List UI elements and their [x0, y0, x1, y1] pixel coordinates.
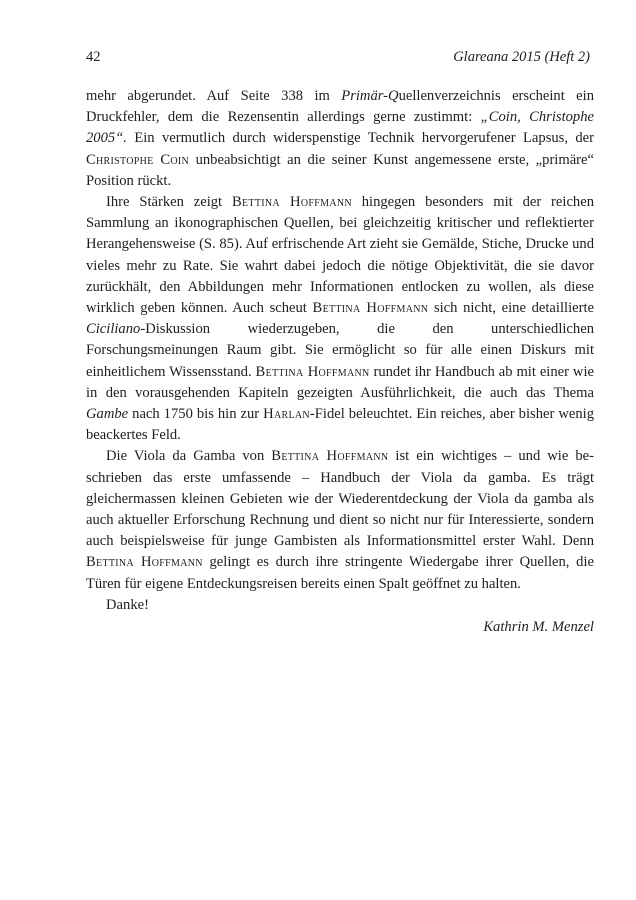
italic-run: Gambe: [86, 406, 129, 423]
person-name: Bettina Hoffmann: [255, 363, 370, 380]
italic-run: „Coin, Christophe 2005“.: [86, 109, 594, 147]
text-run: mehr abgerundet. Auf Seite 338 im: [86, 88, 342, 104]
document-page: [86, 47, 594, 638]
paragraph-3: [86, 446, 594, 594]
page-number: 42: [86, 49, 101, 65]
author-signature: Kathrin M. Menzel: [483, 619, 594, 636]
italic-run: Ciciliano: [86, 321, 141, 338]
text-run: sich nicht, eine detaillierte: [428, 300, 594, 317]
text-run: uellenverzeichnis erscheint ein Druckfehler, dem die Rezensentin allerdings gerne zustimmt:: [86, 88, 594, 126]
text-run: nach 1750 bis hin zur: [128, 406, 264, 423]
text-run: Ihre Stärken zeigt: [106, 194, 232, 211]
text-run: -Fidel beleuchtet. Ein reiches, aber bisher wenig beackertes Feld.: [86, 406, 594, 444]
body-text: [86, 86, 594, 616]
paragraph-1: [86, 86, 594, 192]
text-run: unbeabsichtigt an die seiner Kunst angemessene erste, „primäre“ Position rückt.: [86, 151, 595, 189]
text-run: gelingt es durch ihre stringente Wiedergabe ihrer Quellen, die Türen für eigene Entdeckungsreisen bereits einen Spalt geöffnet zu halten.: [86, 554, 594, 592]
person-name: Bettina Hoffmann: [231, 194, 352, 211]
person-name: Harlan: [263, 406, 310, 423]
paragraph-2: [86, 192, 594, 446]
running-header: [86, 47, 594, 67]
text-run: Ein vermutlich durch widerspenstige Technik hervorgerufener Lapsus, der: [126, 130, 594, 147]
person-name: Bettina Hoffmann: [86, 554, 203, 571]
person-name: Bettina Hoffmann: [312, 300, 429, 317]
text-run: rundet ihr Handbuch ab mit einer wie in den vorausgehenden Kapiteln gezeigten Ausführlichkeit, die auch das Thema: [86, 363, 594, 401]
paragraph-closing: [86, 595, 594, 616]
person-name: Bettina Hoffmann: [271, 448, 389, 465]
text-run: hingegen besonders mit der reichen Sammlung an ikonographischen Quellen, bei gleichzeitig kritischer und reflektierter Herangehensweise (S. 85). Auf erfrischende Art zieht sie Gemälde, Stiche, Drucke und vieles mehr zu Rate. Sie wahrt dabei jedoch die nötige Objektivität, die sie davor zurückhält, den Abbildungen mehr Informationen entlocken zu wollen, als diese wirklich geben können. Auch scheut: [86, 194, 594, 317]
italic-run: Primär-Q: [341, 88, 399, 104]
running-title: Glareana 2015 (Heft 2): [453, 49, 590, 65]
text-run: Danke!: [106, 596, 149, 613]
text-run: ist ein wichtiges – und wie beschrieben das erste umfassende – Handbuch der Viola da gamba. Es trägt gleichermassen kleinen Gebieten wie der Wiederentdeckung der Viola da gamba als auch aktueller Erforschung Rechnung und dient so nicht nur für Interessierte, sondern auch beispielsweise für junge Gambisten als Informationsmittel erster Wahl. Denn: [86, 448, 595, 550]
text-run: Die Viola da Gamba von: [106, 448, 272, 465]
text-run: -Diskussion wiederzugeben, die den unterschiedlichen Forschungsmeinungen Raum gibt. Sie ermöglicht so für alle einen Diskurs mit einheitlichem Wissensstand.: [86, 321, 594, 380]
person-name: Christophe Coin: [86, 151, 190, 168]
